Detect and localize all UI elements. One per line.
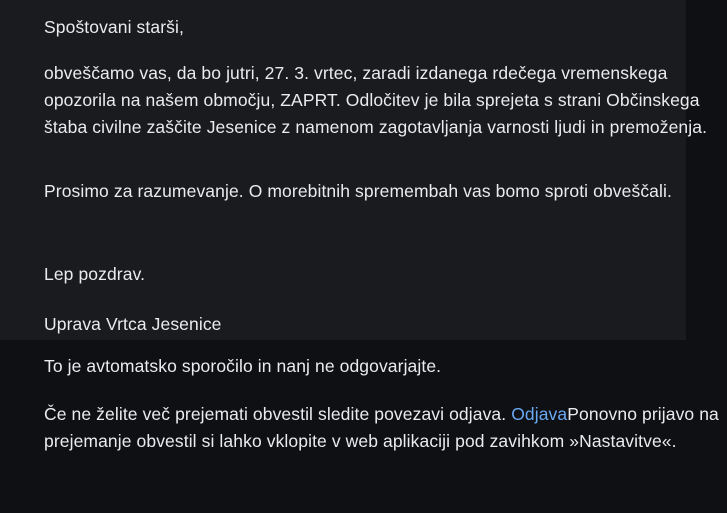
signature-text: Uprava Vrtca Jesenice [44, 314, 222, 334]
unsubscribe-prefix-text: Če ne želite več prejemati obvestil sledite povezavi odjava. [44, 404, 512, 424]
unsubscribe-link[interactable]: Odjava [511, 404, 568, 424]
unsubscribe-suffix-text: Ponovno prijavo na prejemanje obvestil si lahko vklopite v web aplikaciji pod zavihkom »Nastavitve«. [44, 404, 719, 451]
automatic-message-notice: To je avtomatsko sporočilo in nanj ne odgovarjajte. [44, 356, 442, 376]
unsubscribe-paragraph [0, 401, 727, 455]
closing-regards-text: Lep pozdrav. [44, 264, 146, 284]
greeting-text: Spoštovani starši, [44, 17, 184, 37]
main-paragraph-text: obveščamo vas, da bo jutri, 27. 3. vrtec, zaradi izdanega rdečega vremenskega opozorila na našem območju, ZAPRT. Odločitev je bila sprejeta s strani Občinskega štaba civilne zaščite Jesenice z namenom zagotavljanja varnosti ljudi in premoženja. [44, 63, 708, 137]
thanks-paragraph-text: Prosimo za razumevanje. O morebitnih spremembah vas bomo sproti obveščali. [44, 181, 672, 201]
